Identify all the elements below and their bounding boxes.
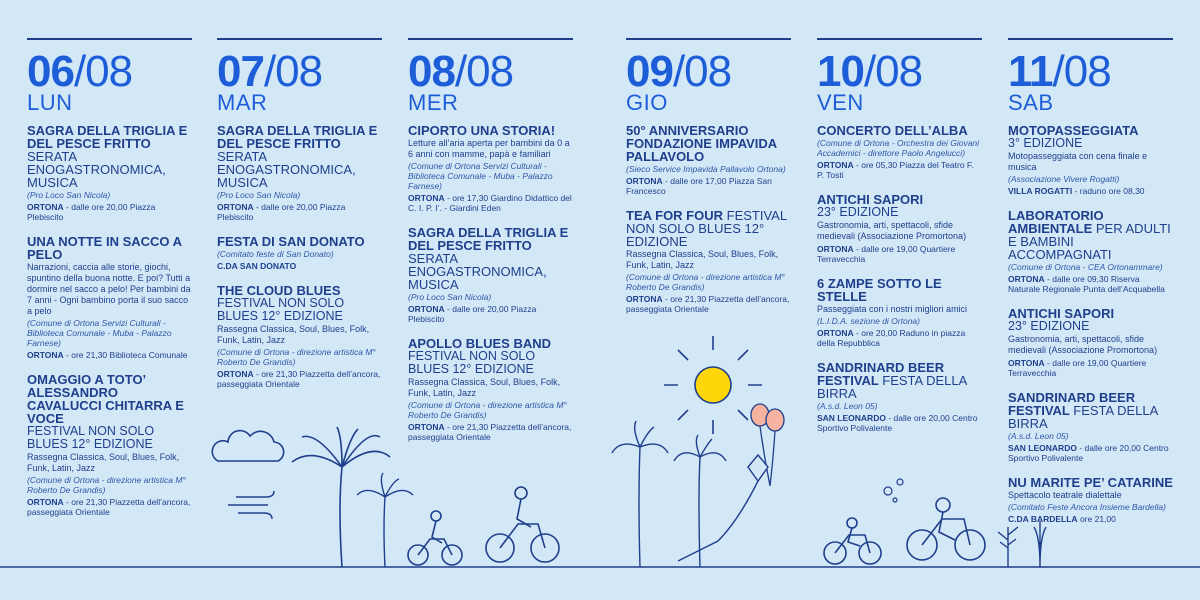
date-day: 07 <box>217 47 264 96</box>
event-organizer: (Comune di Ortona - direzione artistica M° Roberto De Grandis) <box>217 347 376 367</box>
event-place: ORTONA <box>817 328 854 338</box>
event-location: - ore 21,30 Piazzetta dell’ancora, passeggiata Orientale <box>27 497 191 517</box>
event-item <box>817 124 982 180</box>
divider <box>408 38 573 40</box>
event-item <box>626 124 791 196</box>
date-heading <box>27 47 192 96</box>
event-item <box>1008 391 1173 463</box>
event-description: Rassegna Classica, Soul, Blues, Folk, Funk, Latin, Jazz <box>626 249 779 270</box>
event-location: - dalle ore 17,00 Piazza San Francesco <box>626 176 772 196</box>
date-day: 06 <box>27 47 74 96</box>
weekday: MER <box>408 90 459 115</box>
event-description: Gastronomia, arti, spettacoli, sfide medievali (Associazione Promortona) <box>1008 334 1158 355</box>
event-location: - ore 21,30 Piazzetta dell’ancora, passeggiata Orientale <box>217 369 381 389</box>
event-title: APOLLO BLUES BAND <box>408 336 551 351</box>
event-location: - dalle ore 19,00 Quartiere Terravecchia <box>817 244 956 264</box>
event-location: - dalle ore 09,30 Riserva Naturale Regionale Punta dell’Acquabella <box>1008 274 1165 294</box>
event-organizer: (Pro Loco San Nicola) <box>408 292 492 302</box>
event-place: ORTONA <box>408 304 445 314</box>
event-title: 6 ZAMPE SOTTO LE STELLE <box>817 276 942 304</box>
event-title: NU MARITE PE’ CATARINE <box>1008 475 1173 490</box>
event-location: - raduno ore 08,30 <box>1072 186 1145 196</box>
event-description: Rassegna Classica, Soul, Blues, Folk, Funk, Latin, Jazz <box>217 324 370 345</box>
event-location: - ore 21,30 Piazzetta dell’ancora, passeggiata Orientale <box>626 294 790 314</box>
event-organizer: (Comune di Ortona - direzione artistica M° Roberto De Grandis) <box>27 475 186 495</box>
date-month: /08 <box>73 47 133 96</box>
event-item <box>1008 476 1173 524</box>
day-column-09 <box>626 38 791 327</box>
event-organizer: (A.s.d. Leon 05) <box>817 401 878 411</box>
event-title: MOTOPASSEGGIATA <box>1008 123 1139 138</box>
date-month: /08 <box>263 47 323 96</box>
event-place: VILLA ROGATTI <box>1008 186 1073 196</box>
event-place: ORTONA <box>817 244 854 254</box>
event-subtitle: FESTIVAL NON SOLO BLUES 12° EDIZIONE <box>408 349 536 376</box>
event-title: UNA NOTTE IN SACCO A PELO <box>27 234 182 262</box>
day-column-08 <box>408 38 573 455</box>
divider <box>27 38 192 40</box>
event-organizer: (Associazione Vivere Rogatti) <box>1008 174 1120 184</box>
event-location: - dalle ore 20,00 Piazza Plebiscito <box>408 304 537 324</box>
event-location: - dalle ore 20,00 Centro Sportivo Polivalente <box>817 413 978 433</box>
event-title: ANTICHI SAPORI <box>1008 306 1115 321</box>
event-title: CONCERTO DELL’ALBA <box>817 123 968 138</box>
event-place: ORTONA <box>27 350 64 360</box>
event-subtitle: FESTIVAL NON SOLO BLUES 12° EDIZIONE <box>217 296 345 323</box>
cyclist-right-icon <box>824 498 985 564</box>
cyclist-child-icon <box>408 511 462 565</box>
weekday: GIO <box>626 90 668 115</box>
event-place: C.DA BARDELLA <box>1008 514 1078 524</box>
event-subtitle: SERATA ENOGASTRONOMICA, MUSICA <box>217 149 356 190</box>
event-title: TEA FOR FOUR <box>626 208 724 223</box>
event-organizer: (Pro Loco San Nicola) <box>27 190 111 200</box>
event-subtitle: FESTIVAL NON SOLO BLUES 12° EDIZIONE <box>27 424 155 451</box>
event-place: ORTONA <box>27 497 64 507</box>
weekday: SAB <box>1008 90 1054 115</box>
day-column-10 <box>817 38 982 446</box>
event-organizer: (Comune di Ortona Servizi Culturali - Biblioteca Comunale - Muba - Palazzo Farnese) <box>27 318 172 348</box>
event-subtitle: 3° EDIZIONE <box>1008 136 1083 150</box>
event-organizer: (Comune di Ortona - Orchestra dei Giovani Accademici - direttore Paolo Angelucci) <box>817 138 980 158</box>
date-heading <box>817 47 982 96</box>
event-subtitle: PER ADULTI E BAMBINI ACCOMPAGNATI <box>1008 221 1171 262</box>
event-item <box>817 361 982 433</box>
event-title: SAGRA DELLA TRIGLIA E DEL PESCE FRITTO <box>27 123 188 151</box>
event-organizer: (Comune di Ortona - CEA Ortonammare) <box>1008 262 1163 272</box>
event-title: SANDRINARD BEER FESTIVAL <box>817 360 945 388</box>
event-subtitle: SERATA ENOGASTRONOMICA, MUSICA <box>27 149 166 190</box>
small-palm-icon <box>357 473 413 567</box>
event-item <box>27 124 192 222</box>
event-place: ORTONA <box>626 176 663 186</box>
event-location: - dalle ore 20,00 Centro Sportivo Polivalente <box>1008 443 1169 463</box>
event-title: FESTA DI SAN DONATO <box>217 234 365 249</box>
event-title: CIPORTO UNA STORIA! <box>408 123 556 138</box>
day-column-11 <box>1008 38 1173 537</box>
event-place: ORTONA <box>817 160 854 170</box>
event-place: ORTONA <box>408 422 445 432</box>
event-title: THE CLOUD BLUES <box>217 283 341 298</box>
event-item <box>217 284 382 389</box>
date-heading <box>217 47 382 96</box>
date-day: 09 <box>626 47 673 96</box>
date-day: 11 <box>1008 47 1053 96</box>
event-item <box>626 209 791 314</box>
event-place: ORTONA <box>626 294 663 304</box>
event-item <box>408 124 573 213</box>
event-title: ANTICHI SAPORI <box>817 192 924 207</box>
event-place: ORTONA <box>1008 274 1045 284</box>
event-item <box>817 193 982 264</box>
event-organizer: (Sieco Service Impavida Pallavolo Ortona) <box>626 164 786 174</box>
event-item <box>217 124 382 222</box>
event-subtitle: FESTIVAL NON SOLO BLUES 12° EDIZIONE <box>626 208 787 249</box>
event-place: ORTONA <box>217 369 254 379</box>
weekday: LUN <box>27 90 73 115</box>
event-location: - ore 21,30 Piazzetta dell’ancora, passeggiata Orientale <box>408 422 572 442</box>
event-organizer: (Comune di Ortona - direzione artistica M° Roberto De Grandis) <box>408 400 567 420</box>
event-subtitle: FESTA DELLA BIRRA <box>1008 403 1158 431</box>
event-location: - ore 05,30 Piazza del Teatro F. P. Tosti <box>817 160 974 180</box>
event-organizer: (Comune di Ortona - direzione artistica M° Roberto De Grandis) <box>626 272 785 292</box>
divider <box>217 38 382 40</box>
palm-tree-icon <box>292 427 390 567</box>
event-place: ORTONA <box>217 202 254 212</box>
date-heading <box>408 47 573 96</box>
cyclist-adult-icon <box>486 487 559 562</box>
date-day: 08 <box>408 47 455 96</box>
event-location: - ore 17,30 Giardino Didattico del C. I. P. I’. - Giardini Eden <box>408 193 572 213</box>
kite-icon <box>678 455 768 561</box>
event-description: Rassegna Classica, Soul, Blues, Folk, Funk, Latin, Jazz <box>408 377 561 398</box>
event-place: ORTONA <box>27 202 64 212</box>
event-title: SANDRINARD BEER FESTIVAL <box>1008 390 1136 418</box>
wind-icon <box>228 491 274 519</box>
event-title: OMAGGIO A TOTO’ ALESSANDRO CAVALUCCI CHITARRA E VOCE <box>27 372 184 426</box>
event-item <box>27 373 192 517</box>
date-day: 10 <box>817 47 864 96</box>
event-title: SAGRA DELLA TRIGLIA E DEL PESCE FRITTO <box>217 123 378 151</box>
date-month: /08 <box>863 47 923 96</box>
event-description: Passeggiata con i nostri migliori amici <box>817 304 968 314</box>
event-item <box>1008 209 1173 294</box>
event-organizer: (A.s.d. Leon 05) <box>1008 431 1069 441</box>
event-location: ore 21,00 <box>1077 514 1116 524</box>
event-organizer: (Pro Loco San Nicola) <box>217 190 301 200</box>
event-place: C.DA SAN DONATO <box>217 261 297 271</box>
event-organizer: (Comitato Feste Ancora Insieme Bardella) <box>1008 502 1166 512</box>
event-location: - dalle ore 20,00 Piazza Plebiscito <box>27 202 156 222</box>
event-organizer: (Comune di Ortona Servizi Culturali - Biblioteca Comunale - Muba - Palazzo Farnese) <box>408 161 553 191</box>
event-item <box>408 226 573 324</box>
event-subtitle: 23° EDIZIONE <box>1008 319 1090 333</box>
event-location: - dalle ore 19,00 Quartiere Terravecchia <box>1008 358 1147 378</box>
event-item <box>217 235 382 271</box>
date-heading <box>626 47 791 96</box>
date-month: /08 <box>454 47 514 96</box>
event-place: SAN LEONARDO <box>1008 443 1077 453</box>
day-column-06 <box>27 38 192 530</box>
date-month: /08 <box>1052 47 1111 96</box>
event-organizer: (L.I.D.A. sezione di Ortona) <box>817 316 920 326</box>
event-item <box>27 235 192 360</box>
event-item <box>817 277 982 348</box>
event-location: - ore 20,00 Raduno in piazza della Repubblica <box>817 328 966 348</box>
event-subtitle: FESTA DELLA BIRRA <box>817 373 967 401</box>
event-location: - dalle ore 20,00 Piazza Plebiscito <box>217 202 346 222</box>
event-item <box>1008 307 1173 378</box>
event-place: ORTONA <box>408 193 445 203</box>
event-title: 50° ANNIVERSARIO FONDAZIONE IMPAVIDA PALLAVOLO <box>626 123 777 164</box>
event-place: SAN LEONARDO <box>817 413 886 423</box>
divider <box>1008 38 1173 40</box>
weekday: VEN <box>817 90 864 115</box>
palm-trees-icon <box>612 421 726 567</box>
event-location: - ore 21,30 Biblioteca Comunale <box>63 350 188 360</box>
bubbles-icon <box>884 479 903 502</box>
event-title: LABORATORIO AMBIENTALE <box>1008 208 1104 236</box>
event-description: Rassegna Classica, Soul, Blues, Folk, Funk, Latin, Jazz <box>27 452 180 473</box>
event-description: Letture all’aria aperta per bambini da 0 a 6 anni con mamme, papà e familiari <box>408 138 570 159</box>
weekday: MAR <box>217 90 268 115</box>
event-title: SAGRA DELLA TRIGLIA E DEL PESCE FRITTO <box>408 225 569 253</box>
event-item <box>408 337 573 442</box>
cloud-icon <box>212 431 283 461</box>
day-column-07 <box>217 38 382 402</box>
divider <box>626 38 791 40</box>
date-month: /08 <box>672 47 732 96</box>
event-subtitle: SERATA ENOGASTRONOMICA, MUSICA <box>408 251 547 292</box>
balloons-icon <box>751 404 784 486</box>
divider <box>817 38 982 40</box>
date-heading <box>1008 47 1173 96</box>
event-description: Narrazioni, caccia alle storie, giochi, spuntino della buona notte. E poi? Tutti a dormire nel sacco a pelo! Per bambini da 7 anni - Ogni bambino porta il suo sacco a pelo <box>27 262 191 316</box>
sun-icon <box>664 336 762 434</box>
event-description: Motopasseggiata con cena finale e musica <box>1008 151 1148 172</box>
event-subtitle: 23° EDIZIONE <box>817 205 899 219</box>
event-place: ORTONA <box>1008 358 1045 368</box>
event-description: Gastronomia, arti, spettacoli, sfide medievali (Associazione Promortona) <box>817 220 967 241</box>
event-description: Spettacolo teatrale dialettale <box>1008 490 1122 500</box>
event-item <box>1008 124 1173 196</box>
event-organizer: (Comitato feste di San Donato) <box>217 249 334 259</box>
